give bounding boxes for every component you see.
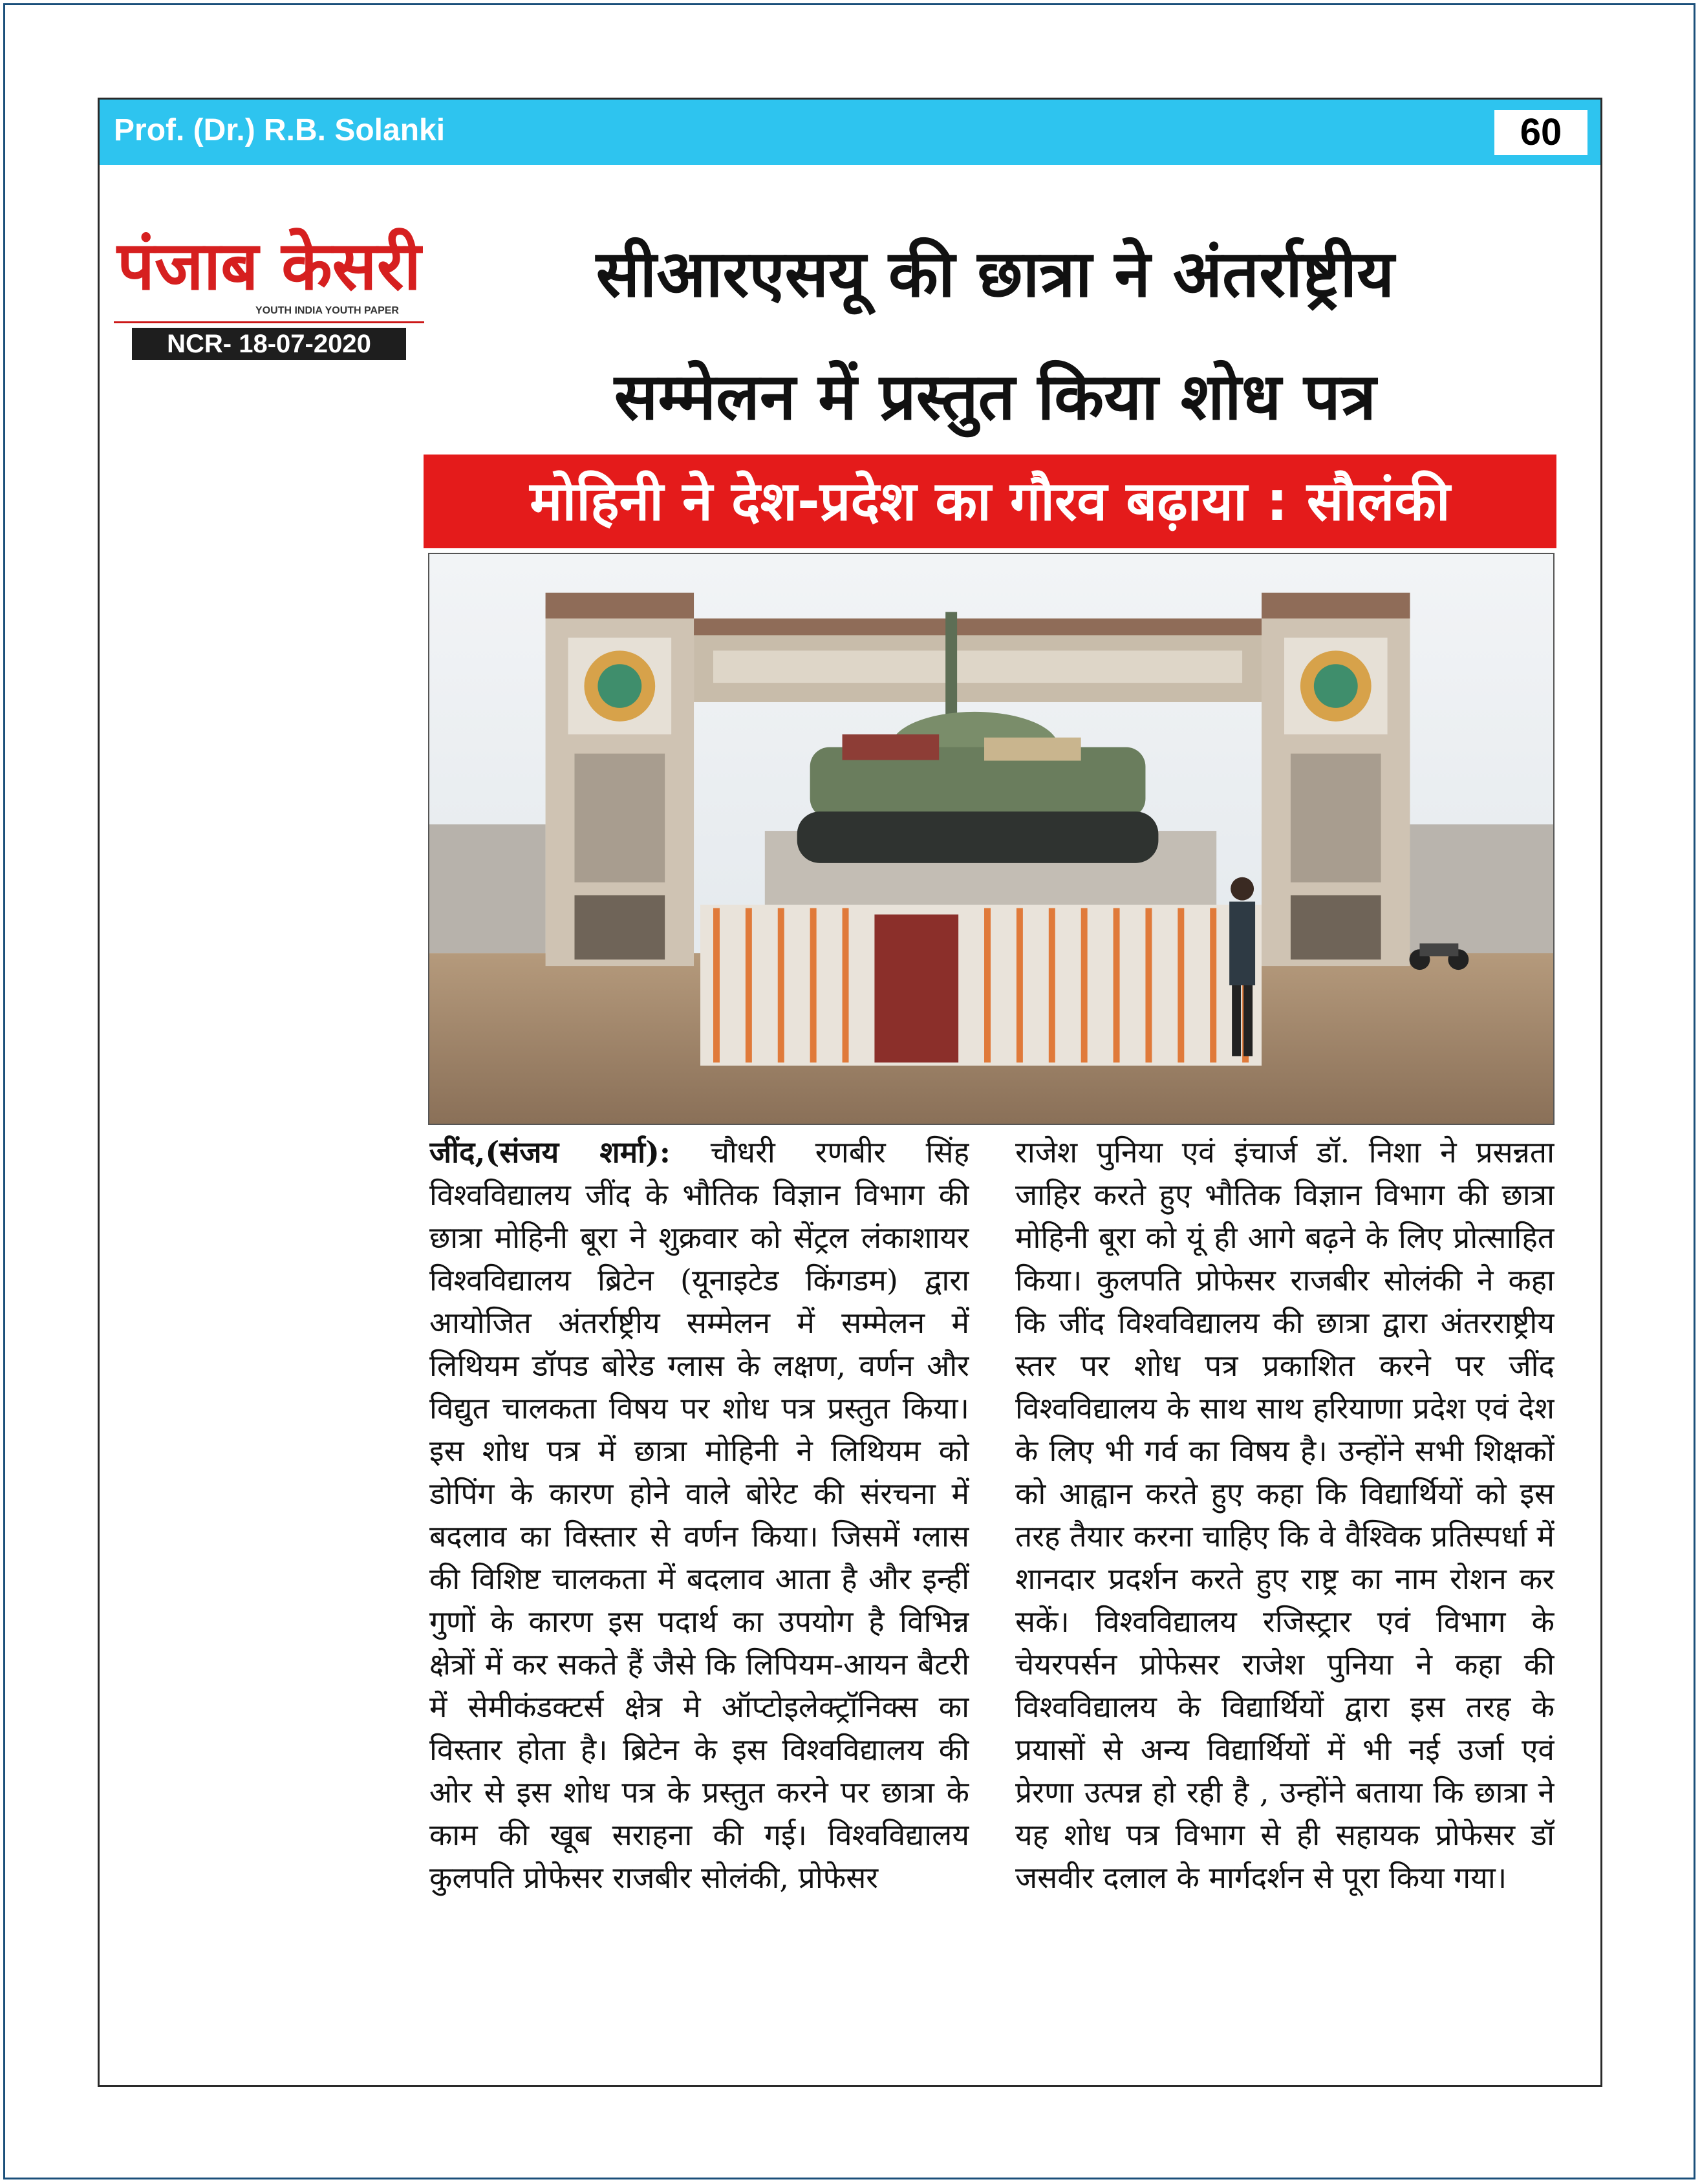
article-column-left	[429, 1131, 969, 2023]
clipping-frame	[98, 98, 1602, 2087]
article-column-right	[1015, 1131, 1555, 2023]
news-photo	[428, 553, 1555, 1125]
headline-line-1: सीआरएसयू की छात्रा ने अंतर्राष्ट्रीय	[596, 236, 1395, 312]
column-right-text: राजेश पुनिया एवं इंचार्ज डॉ. निशा ने प्रसन्नता जाहिर करते हुए भौतिक विज्ञान विभाग की छात्रा मोहिनी बूरा को यूं ही आगे बढ़ने के लिए प्रोत्साहित किया। कुलपति प्रोफेसर राजबीर सोलंकी ने कहा कि जींद विश्वविद्यालय की छात्रा द्वारा अंतरराष्ट्रीय स्तर पर शोध पत्र प्रकाशित करने पर जींद विश्वविद्यालय के साथ साथ हरियाणा प्रदेश एवं देश के लिए भी गर्व का विषय है। उन्होंने सभी शिक्षकों को आह्वान करते हुए कहा कि विद्यार्थियों को इस तरह तैयार करना चाहिए कि वे वैश्विक प्रतिस्पर्धा में शानदार प्रदर्शन करते हुए राष्ट्र का नाम रोशन कर सकें। विश्वविद्यालय रजिस्ट्रार एवं विभाग के चेयरपर्सन प्रोफेसर राजेश पुनिया ने कहा की विश्वविद्यालय के विद्यार्थियों द्वारा इस तरह के प्रयासों से अन्य विद्यार्थियों में भी नई उर्जा एवं प्रेरणा उत्पन्न हो रही है , उन्होंने बताया कि छात्रा ने यह शोध पत्र विभाग से ही सहायक प्रोफेसर डॉ जसवीर दलाल के मार्गदर्शन से पूरा किया गया।	[1015, 1135, 1555, 1895]
edition-date: NCR- 18-07-2020	[132, 328, 406, 360]
column-left-text: चौधरी रणबीर सिंह विश्वविद्यालय जींद के भौतिक विज्ञान विभाग की छात्रा मोहिनी बूरा ने शुक्रवार को सेंट्रल लंकाशायर विश्वविद्यालय ब्रिटेन (यूनाइटेड किंगडम) द्वारा आयोजित अंतर्राष्ट्रीय सम्मेलन में सम्मेलन में लिथियम डॉपड बोरेड ग्लास के लक्षण, वर्णन और विद्युत चालकता विषय पर शोध पत्र प्रस्तुत किया। इस शोध पत्र में छात्रा मोहिनी ने लिथियम को डोपिंग के कारण होने वाले बोरेट की संरचना में बदलाव का विस्तार से वर्णन किया। जिसमें ग्लास की विशिष्ट चालकता में बदलाव आता है और इन्हीं गुणों के कारण इस पदार्थ का उपयोग है विभिन्न क्षेत्रों में कर सकते हैं जैसे कि लिपियम-आयन बैटरी में सेमीकंडक्टर्स क्षेत्र मे ऑप्टोइलेक्ट्रॉनिक्स का विस्तार होता है। ब्रिटेन के इस विश्वविद्यालय की ओर से इस शोध पत्र के प्रस्तुत करने पर छात्रा के काम की खूब सराहना की गई। विश्वविद्यालय कुलपति प्रोफेसर राजबीर सोलंकी, प्रोफेसर	[429, 1135, 969, 1895]
newspaper-masthead	[114, 217, 424, 356]
subheadline-banner: मोहिनी ने देश-प्रदेश का गौरव बढ़ाया : सौलंकी	[424, 455, 1556, 548]
header-bar	[100, 100, 1600, 165]
dateline: जींद,(संजय शर्मा):	[429, 1135, 671, 1170]
author-name: Prof. (Dr.) R.B. Solanki	[114, 113, 446, 147]
logo-text: पंजाब केसरी	[116, 226, 424, 305]
page-number: 60	[1494, 110, 1587, 155]
logo-rule	[114, 321, 424, 323]
university-gate-photo	[429, 554, 1553, 1124]
newspaper-logo	[114, 217, 424, 320]
logo-tagline: YOUTH INDIA YOUTH PAPER	[255, 305, 399, 316]
headline-line-2: सम्मेलन में प्रस्तुत किया शोध पत्र	[614, 359, 1377, 434]
